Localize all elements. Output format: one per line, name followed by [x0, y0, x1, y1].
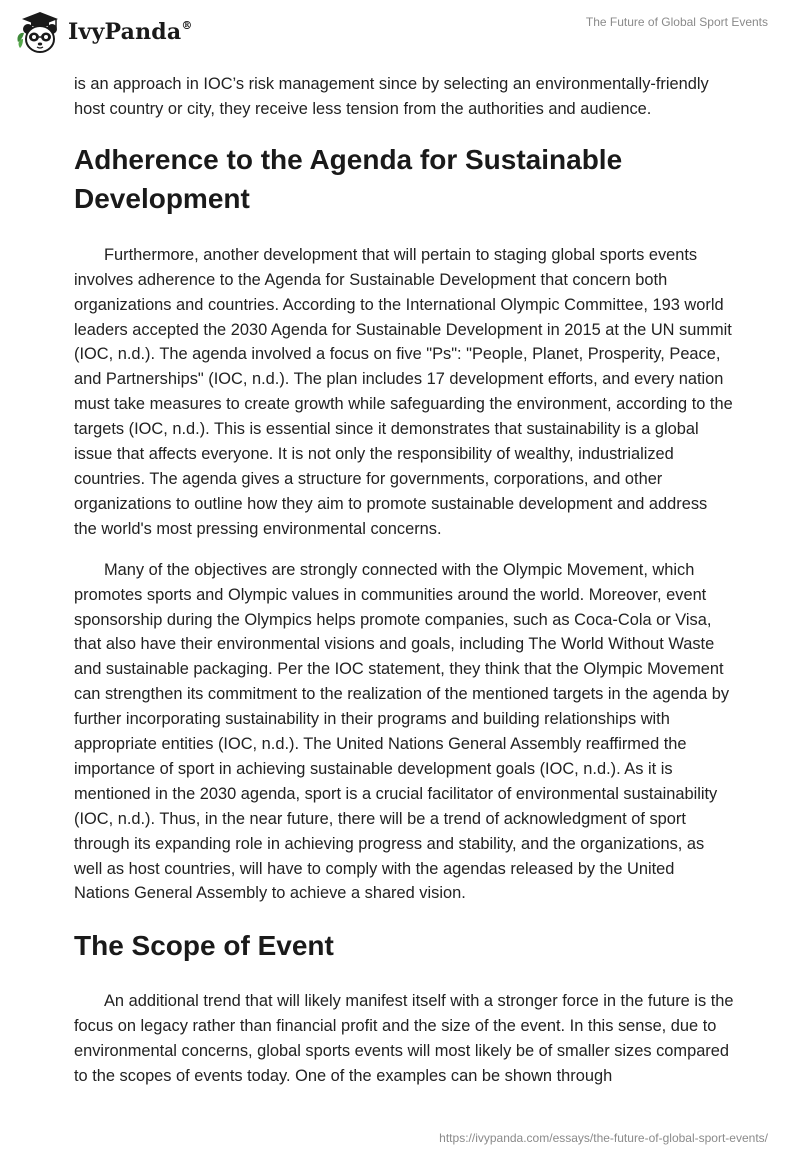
document-title: The Future of Global Sport Events: [585, 15, 768, 29]
intro-paragraph: is an approach in IOC’s risk management since by selecting an environmentally-friendly host country or city, they receive less tension from the authorities and audience.: [74, 75, 709, 118]
paragraph: An additional trend that will likely manifest itself with a stronger force in the future is the focus on legacy rather than financial profit and the size of the event. In this sense, due to environmental concerns, global sports events will most likely be of smaller sizes compared to the scopes of events today. One of the examples can be shown through: [74, 992, 734, 1086]
page-header: [0, 0, 800, 70]
paragraph: Furthermore, another development that will pertain to staging global sports events involves adherence to the Agenda for Sustainable Development that concern both organizations and countries. According to the International Olympic Committee, 193 world leaders accepted the 2030 Agenda for Sustainable Development in 2015 at the UN summit (IOC, n.d.). The agenda involved a focus on five "Ps": "People, Planet, Prosperity, Peace, and Partnerships" (IOC, n.d.). The plan includes 17 development efforts, and every nation must take measures to create growth while safeguarding the environment, according to the targets (IOC, n.d.). This is essential since it demonstrates that sustainability is a global issue that affects everyone. It is not only the responsibility of wealthy, industrialized countries. The agenda gives a structure for governments, corporations, and other organizations to outline how they aim to promote sustainable development and address the world's most pressing environmental concerns.: [74, 245, 733, 538]
brand-name: IvyPanda®: [68, 18, 193, 45]
footer-url[interactable]: https://ivypanda.com/essays/the-future-of-global-sport-events/: [439, 1131, 768, 1145]
section-heading-sustainable-development: Adherence to the Agenda for Sustainable Development: [74, 143, 623, 214]
section-heading-scope-of-event: The Scope of Event: [74, 930, 334, 962]
panda-graduate-icon: [14, 8, 66, 56]
essay-body: [74, 70, 734, 1089]
brand-logo[interactable]: [14, 8, 193, 56]
paragraph: Many of the objectives are strongly connected with the Olympic Movement, which promotes sports and Olympic values in communities around the world. Moreover, event sponsorship during the Olympics helps promote companies, such as Coca-Cola or Visa, that also have their environmental visions and goals, including The World Without Waste and sustainable packaging. Per the IOC statement, they think that the Olympic Movement can strengthen its commitment to the realization of the mentioned targets in the agenda by further incorporating sustainability in their programs and building relationships with appropriate entities (IOC, n.d.). The United Nations General Assembly reaffirmed the importance of sport in achieving sustainable development goals (IOC, n.d.). As it is mentioned in the 2030 agenda, sport is a crucial facilitator of environmental sustainability (IOC, n.d.). Thus, in the near future, there will be a trend of acknowledgment of sport through its expanding role in achieving progress and stability, and the organizations, as well as host countries, will have to comply with the agendas released by the United Nations General Assembly to achieve a shared vision.: [74, 560, 730, 903]
